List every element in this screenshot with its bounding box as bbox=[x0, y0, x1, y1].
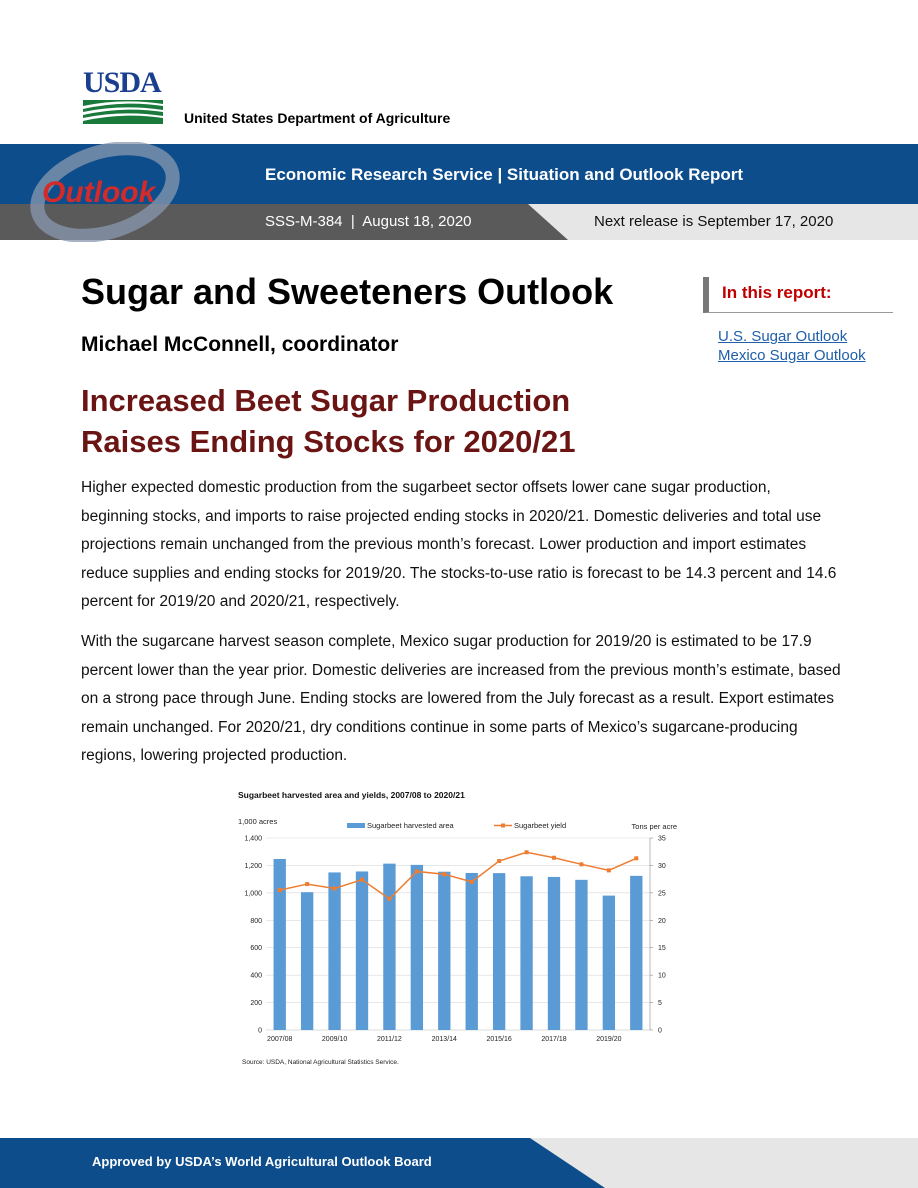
chart-ytick-right: 5 bbox=[658, 1000, 662, 1008]
chart-yield-point bbox=[552, 856, 556, 860]
chart-bar bbox=[575, 880, 587, 1030]
outlook-logo-text: Outlook bbox=[42, 176, 156, 209]
chart-ytick-left: 800 bbox=[250, 917, 262, 925]
usda-logo bbox=[83, 68, 163, 124]
chart-bar bbox=[301, 892, 313, 1030]
chart-ylabel-right: Tons per acre bbox=[631, 822, 677, 831]
chart-ytick-right: 20 bbox=[658, 917, 666, 925]
chart-ytick-right: 0 bbox=[658, 1027, 662, 1035]
chart-ytick-left: 600 bbox=[250, 945, 262, 953]
chart-ytick-left: 1,200 bbox=[244, 862, 262, 870]
chart-ylabel-left: 1,000 acres bbox=[238, 817, 278, 826]
headline-line-2: Raises Ending Stocks for 2020/21 bbox=[81, 424, 576, 459]
usda-hills-icon bbox=[83, 100, 163, 124]
chart-yield-point bbox=[278, 888, 282, 892]
chart-yield-point bbox=[305, 882, 309, 886]
chart-yield-point bbox=[497, 859, 501, 863]
chart-yield-point bbox=[415, 869, 419, 873]
summary-paragraph-us: Higher expected domestic production from the sugarbeet sector offsets lower cane sugar production, beginning stocks, and imports to raise projected ending stocks in 2020/21. Domestic deliveries and total use projections remain unchanged from the previous month’s forecast. Lower production and import estimates reduce supplies and ending stocks for 2019/20. The stocks-to-use ratio is forecast to be 14.3 percent and 14.6 percent for 2019/20 and 2020/21, respectively. bbox=[81, 479, 837, 610]
chart-bar bbox=[630, 876, 642, 1030]
banner-title: Economic Research Service | Situation and Outlook Report bbox=[265, 165, 744, 184]
chart-xtick: 2017/18 bbox=[541, 1036, 567, 1043]
headline-line-1: Increased Beet Sugar Production bbox=[81, 383, 571, 418]
chart-xtick: 2007/08 bbox=[267, 1036, 293, 1043]
usda-logo-text: USDA bbox=[83, 66, 161, 99]
chart-yield-point bbox=[634, 856, 638, 860]
chart-bar bbox=[548, 877, 560, 1030]
chart-yield-point bbox=[470, 880, 474, 884]
outlook-logo-icon bbox=[20, 142, 190, 242]
chart-ytick-left: 200 bbox=[250, 1000, 262, 1008]
chart-title: Sugarbeet harvested area and yields, 2007/08 to 2020/21 bbox=[238, 790, 465, 800]
chart-ytick-left: 1,000 bbox=[244, 890, 262, 898]
chart-ytick-left: 400 bbox=[250, 972, 262, 980]
chart-bar bbox=[411, 865, 423, 1030]
chart-xtick: 2015/16 bbox=[486, 1036, 512, 1043]
next-release-date: Next release is September 17, 2020 bbox=[594, 213, 834, 230]
sidebar-title: In this report: bbox=[722, 283, 832, 302]
chart-yield-point bbox=[387, 897, 391, 901]
sugarbeet-chart bbox=[232, 784, 692, 1074]
chart-xtick: 2011/12 bbox=[377, 1036, 402, 1043]
issue-info: SSS-M-384 | August 18, 2020 bbox=[265, 213, 472, 230]
chart-legend bbox=[347, 821, 566, 830]
legend-label-yield: Sugarbeet yield bbox=[514, 821, 567, 830]
chart-ytick-left: 1,400 bbox=[244, 835, 262, 843]
chart-bar bbox=[383, 864, 395, 1030]
link-mexico-sugar-outlook[interactable]: Mexico Sugar Outlook bbox=[718, 347, 866, 364]
chart-bar bbox=[328, 872, 340, 1030]
chart-ytick-right: 30 bbox=[658, 862, 666, 870]
chart-yield-point bbox=[579, 862, 583, 866]
legend-label-area: Sugarbeet harvested area bbox=[367, 821, 454, 830]
chart-source: Source: USDA, National Agricultural Statistics Service. bbox=[242, 1059, 399, 1066]
chart-bar bbox=[274, 859, 286, 1030]
footer-approval: Approved by USDA’s World Agricultural Outlook Board bbox=[92, 1154, 432, 1169]
link-us-sugar-outlook[interactable]: U.S. Sugar Outlook bbox=[718, 328, 848, 345]
chart-bar bbox=[520, 876, 532, 1030]
report-headline bbox=[81, 380, 641, 462]
chart-bar bbox=[603, 896, 615, 1030]
chart-bar bbox=[438, 872, 450, 1030]
chart-ytick-right: 10 bbox=[658, 972, 666, 980]
summary-paragraph-mexico: With the sugarcane harvest season complete, Mexico sugar production for 2019/20 is estimated to be 17.9 percent lower than the year prior. Domestic deliveries are increased from the previous month’s estimate, based on a strong pace through June. Ending stocks are lowered from the July forecast as a result. Export estimates remain unchanged. For 2020/21, dry conditions continue in some parts of Mexico’s sugarcane-producing regions, lowering projected production. bbox=[81, 633, 841, 764]
chart-yield-point bbox=[442, 872, 446, 876]
legend-swatch-area bbox=[347, 823, 365, 828]
sidebar-header bbox=[703, 277, 893, 313]
chart-bar bbox=[493, 873, 505, 1030]
chart-ytick-right: 35 bbox=[658, 835, 666, 843]
chart-bar bbox=[356, 871, 368, 1030]
chart-ytick-left: 0 bbox=[258, 1027, 262, 1035]
chart-yield-point bbox=[607, 868, 611, 872]
chart-yield-point bbox=[360, 878, 364, 882]
department-name: United States Department of Agriculture bbox=[184, 110, 451, 126]
chart-ytick-right: 15 bbox=[658, 945, 666, 953]
chart-xtick: 2013/14 bbox=[431, 1036, 457, 1043]
sidebar-links bbox=[718, 327, 866, 365]
chart-yield-point bbox=[333, 886, 337, 890]
report-coordinator: Michael McConnell, coordinator bbox=[81, 333, 399, 356]
report-title: Sugar and Sweeteners Outlook bbox=[81, 271, 614, 312]
chart-xtick: 2009/10 bbox=[321, 1036, 348, 1043]
chart-xtick: 2019/20 bbox=[596, 1036, 622, 1043]
chart-bar bbox=[466, 873, 478, 1030]
chart-ytick-right: 25 bbox=[658, 890, 666, 898]
legend-marker-yield bbox=[501, 824, 505, 828]
chart-yield-point bbox=[525, 850, 529, 854]
